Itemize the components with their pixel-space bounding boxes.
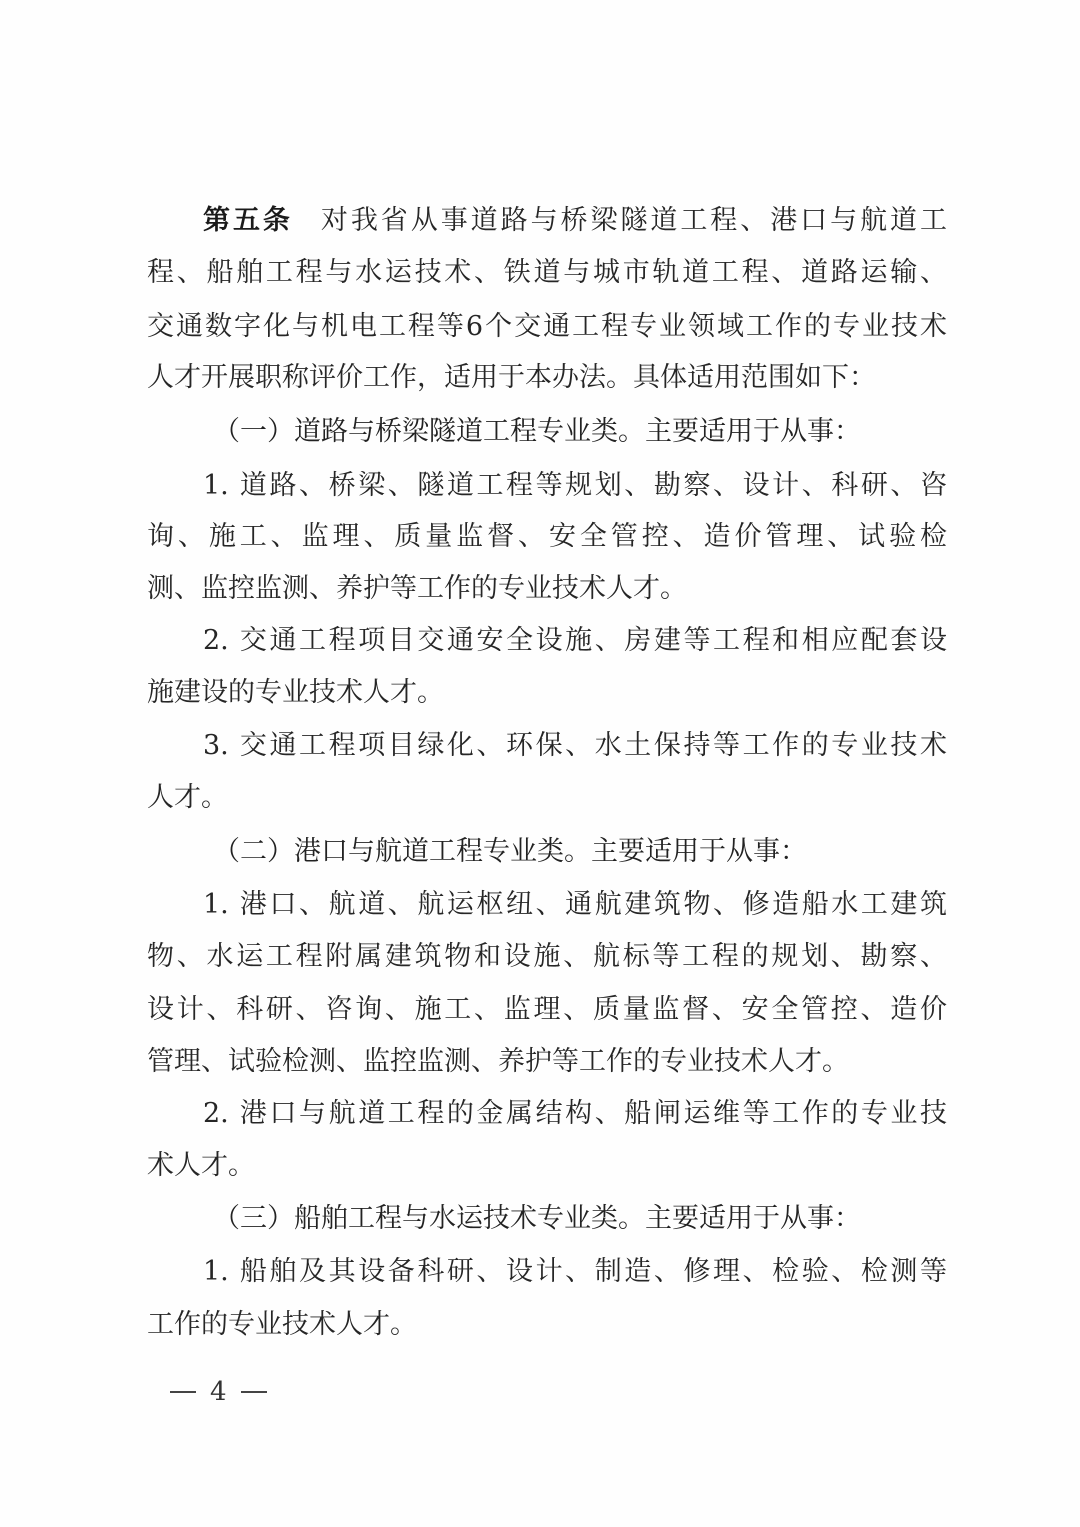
section-1-item-2-line-2: 施建设的专业技术人才。 (147, 677, 444, 708)
section-1-item-1-line-2: 询、施工、监理、质量监督、安全管控、造价管理、试验检 (147, 521, 947, 552)
dash-right (241, 1391, 267, 1393)
section-heading-2: （二）港口与航道工程专业类。主要适用于从事： (213, 836, 807, 867)
section-2-item-1-line-2: 物、水运工程附属建筑物和设施、航标等工程的规划、勘察、 (147, 941, 947, 972)
section-2-item-1-line-1: 1. 港口、航道、航运枢纽、通航建筑物、修造船水工建筑 (203, 889, 947, 920)
section-heading-3: （三）船舶工程与水运技术专业类。主要适用于从事： (213, 1203, 861, 1234)
page-number-value: 4 (210, 1377, 227, 1407)
section-1-item-2-line-1: 2. 交通工程项目交通安全设施、房建等工程和相应配套设 (203, 625, 947, 656)
section-1-item-3-line-1: 3. 交通工程项目绿化、环保、水土保持等工作的专业技术 (203, 730, 947, 761)
page-number (170, 1372, 267, 1412)
section-1-item-1-line-3: 测、监控监测、养护等工作的专业技术人才。 (147, 573, 687, 604)
section-2-item-2-line-1: 2. 港口与航道工程的金属结构、船闸运维等工作的专业技 (203, 1098, 947, 1129)
section-1-item-3-line-2: 人才。 (147, 782, 228, 813)
section-3-item-1-line-2: 工作的专业技术人才。 (147, 1309, 417, 1340)
article-text: 对我省从事道路与桥梁隧道工程、港口与航道工 (320, 205, 948, 236)
article-label: 第五条 (203, 205, 293, 236)
section-2-item-1-line-3: 设计、科研、咨询、施工、监理、质量监督、安全管控、造价 (147, 994, 947, 1025)
dash-left (170, 1391, 196, 1393)
section-2-item-2-line-2: 术人才。 (147, 1150, 255, 1181)
section-1-item-1-line-1: 1. 道路、桥梁、隧道工程等规划、勘察、设计、科研、咨 (203, 470, 947, 501)
section-2-item-1-line-4: 管理、试验检测、监控监测、养护等工作的专业技术人才。 (147, 1046, 849, 1077)
section-heading-1: （一）道路与桥梁隧道工程专业类。主要适用于从事： (213, 416, 861, 447)
article-line-1 (203, 201, 947, 241)
article-line-4: 人才开展职称评价工作，适用于本办法。具体适用范围如下： (147, 362, 876, 393)
article-line-2: 程、船舶工程与水运技术、铁道与城市轨道工程、道路运输、 (147, 257, 947, 288)
article-line-3: 交通数字化与机电工程等6个交通工程专业领域工作的专业技术 (147, 311, 947, 342)
section-3-item-1-line-1: 1. 船舶及其设备科研、设计、制造、修理、检验、检测等 (203, 1256, 947, 1287)
